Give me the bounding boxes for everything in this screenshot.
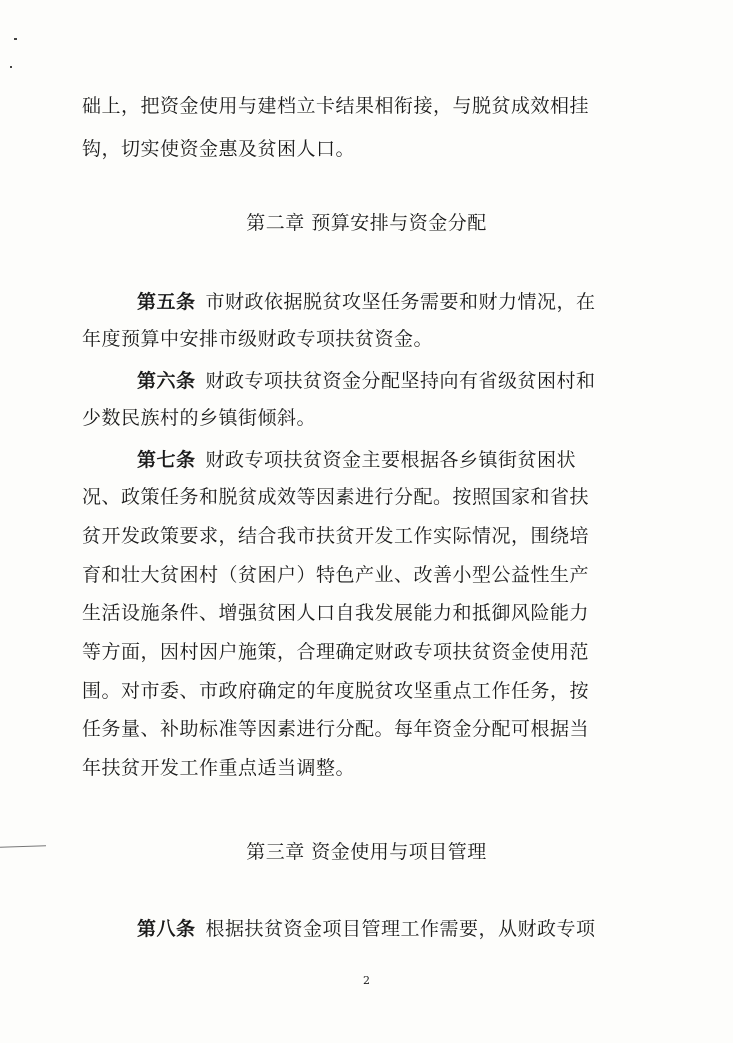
text-line: 生活设施条件、增强贫困人口自我发展能力和抵御风险能力 bbox=[82, 602, 590, 624]
article-text: 市财政依据脱贫攻坚任务需要和财力情况，在 bbox=[205, 291, 596, 313]
chapter-heading: 第三章 资金使用与项目管理 bbox=[246, 841, 487, 863]
article-first-line bbox=[137, 369, 652, 393]
article-label: 第五条 bbox=[137, 291, 196, 313]
article-label: 第八条 bbox=[137, 918, 196, 940]
article-text: 财政专项扶贫资金分配坚持向有省级贫困村和 bbox=[205, 370, 596, 392]
text-line: 任务量、补助标准等因素进行分配。每年资金分配可根据当 bbox=[82, 718, 590, 740]
text-line: 况、政策任务和脱贫成效等因素进行分配。按照国家和省扶 bbox=[82, 486, 590, 508]
article-text: 财政专项扶贫资金主要根据各乡镇街贫困状 bbox=[205, 449, 577, 471]
text-line: 年度预算中安排市级财政专项扶贫资金。 bbox=[82, 328, 434, 350]
page-number: 2 bbox=[363, 974, 370, 987]
text-line: 钩，切实使资金惠及贫困人口。 bbox=[82, 138, 356, 160]
article-label: 第六条 bbox=[137, 370, 196, 392]
text-line: 少数民族村的乡镇街倾斜。 bbox=[82, 407, 317, 429]
article-first-line bbox=[137, 290, 652, 314]
text-line: 围。对市委、市政府确定的年度脱贫攻坚重点工作任务，按 bbox=[82, 680, 590, 702]
text-line: 贫开发政策要求，结合我市扶贫开发工作实际情况，围绕培 bbox=[82, 525, 590, 547]
text-line: 育和壮大贫困村（贫困户）特色产业、改善小型公益性生产 bbox=[82, 564, 590, 586]
scan-speck bbox=[14, 38, 17, 40]
chapter-heading: 第二章 预算安排与资金分配 bbox=[246, 212, 487, 234]
text-line: 年扶贫开发工作重点适当调整。 bbox=[82, 757, 356, 779]
text-line: 等方面，因村因户施策，合理确定财政专项扶贫资金使用范 bbox=[82, 641, 590, 663]
scan-speck bbox=[10, 66, 12, 68]
text-line: 础上，把资金使用与建档立卡结果相衔接，与脱贫成效相挂 bbox=[82, 95, 590, 117]
article-first-line bbox=[137, 917, 652, 941]
article-text: 根据扶贫资金项目管理工作需要，从财政专项 bbox=[205, 918, 596, 940]
article-label: 第七条 bbox=[137, 449, 196, 471]
article-first-line bbox=[137, 448, 652, 472]
